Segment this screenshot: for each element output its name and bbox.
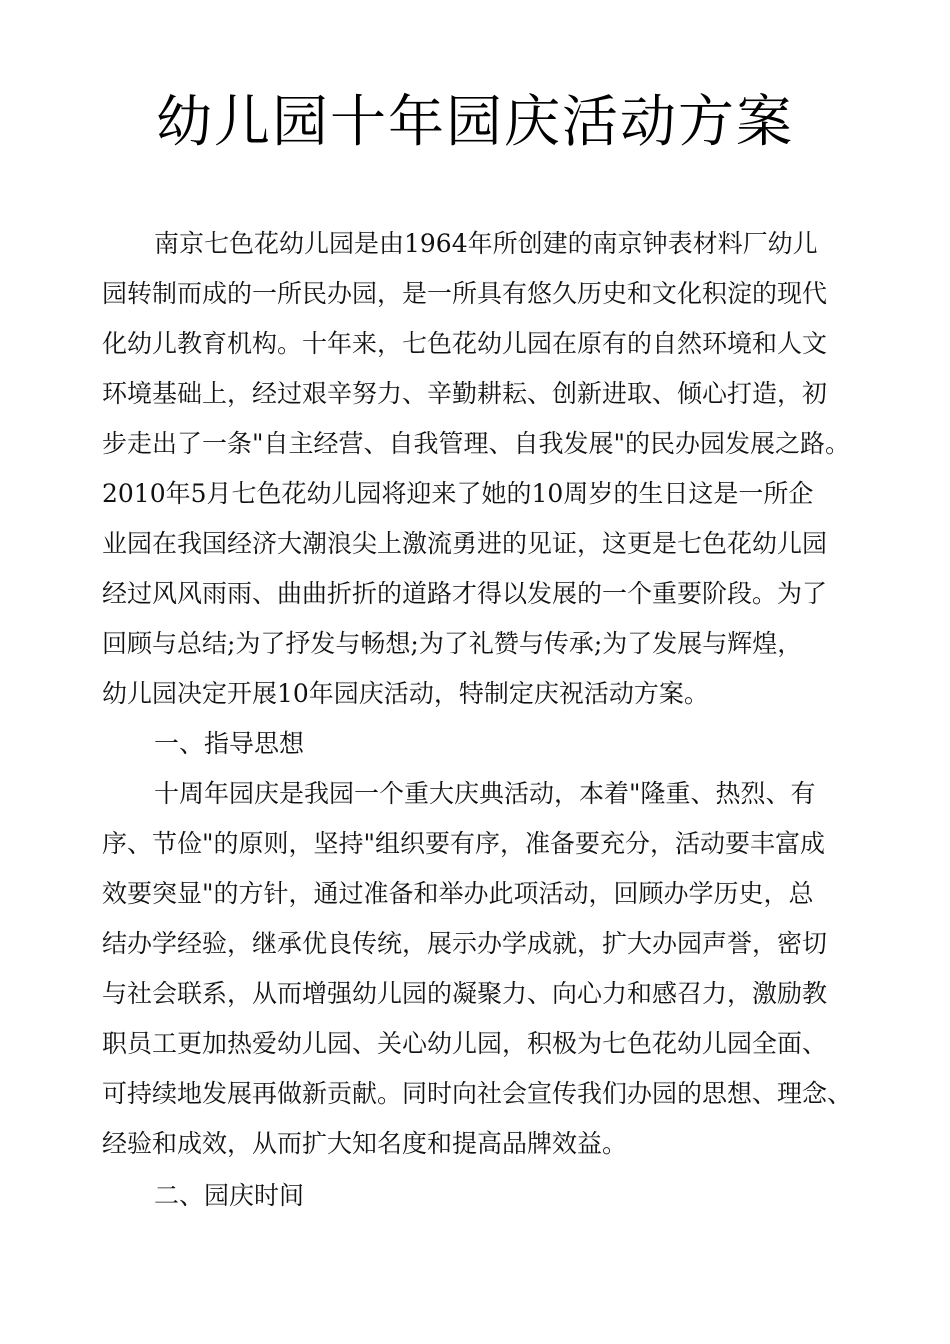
guiding-paragraph-line: 序、节俭"的原则，坚持"组织要有序，准备要充分，活动要丰富成 (102, 829, 826, 858)
intro-paragraph-line: 2010年5月七色花幼儿园将迎来了她的10周岁的生日这是一所企 (102, 479, 814, 508)
section-heading-guiding-thought: 一、指导思想 (154, 729, 305, 758)
guiding-paragraph-line: 结办学经验，继承优良传统，展示办学成就，扩大办园声誉，密切 (102, 929, 828, 958)
intro-paragraph-line: 业园在我国经济大潮浪尖上激流勇进的见证，这更是七色花幼儿园 (102, 529, 828, 558)
intro-paragraph-line: 环境基础上，经过艰辛努力、辛勤耕耘、创新进取、倾心打造，初 (102, 379, 828, 408)
section-heading-anniversary-time: 二、园庆时间 (154, 1181, 305, 1210)
guiding-paragraph-line: 经验和成效，从而扩大知名度和提高品牌效益。 (102, 1129, 628, 1158)
intro-paragraph-line: 步走出了一条"自主经营、自我管理、自我发展"的民办园发展之路。 (102, 429, 851, 458)
guiding-paragraph-line: 可持续地发展再做新贡献。同时向社会宣传我们办园的思想、理念、 (102, 1079, 853, 1108)
intro-paragraph-line: 化幼儿教育机构。十年来，七色花幼儿园在原有的自然环境和人文 (102, 329, 828, 358)
intro-paragraph-line: 园转制而成的一所民办园，是一所具有悠久历史和文化积淀的现代 (102, 279, 828, 308)
guiding-paragraph-line: 职员工更加热爱幼儿园、关心幼儿园，积极为七色花幼儿园全面、 (102, 1029, 828, 1058)
intro-paragraph-line: 南京七色花幼儿园是由1964年所创建的南京钟表材料厂幼儿 (154, 229, 818, 258)
guiding-paragraph-line: 与社会联系，从而增强幼儿园的凝聚力、向心力和感召力，激励教 (102, 979, 828, 1008)
intro-paragraph-line: 回顾与总结;为了抒发与畅想;为了礼赞与传承;为了发展与辉煌， (102, 629, 803, 658)
intro-paragraph-line: 幼儿园决定开展10年园庆活动，特制定庆祝活动方案。 (102, 679, 709, 708)
guiding-paragraph-line: 效要突显"的方针，通过准备和举办此项活动，回顾办学历史，总 (102, 879, 814, 908)
intro-paragraph-line: 经过风风雨雨、曲曲折折的道路才得以发展的一个重要阶段。为了 (102, 579, 828, 608)
document-title: 幼儿园十年园庆活动方案 (156, 90, 794, 155)
guiding-paragraph-line: 十周年园庆是我园一个重大庆典活动，本着"隆重、热烈、有 (154, 779, 816, 808)
